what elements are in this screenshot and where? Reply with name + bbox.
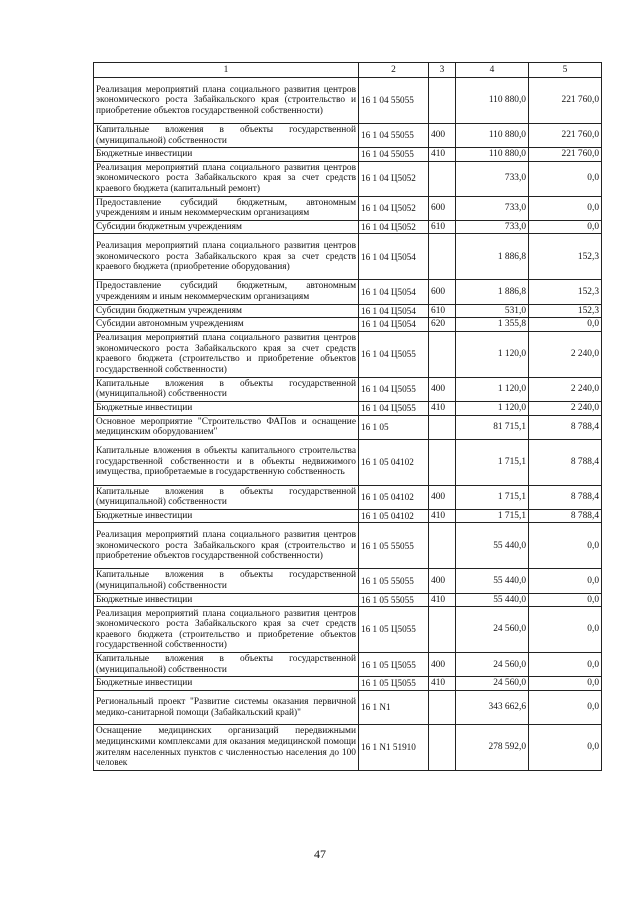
row-value-2019-cell: 278 592,0: [456, 725, 529, 771]
row-code-cell: 16 1 04 Ц5054: [359, 280, 429, 304]
row-value-2019-cell: 1 886,8: [456, 280, 529, 304]
row-value-2019-cell: 531,0: [456, 304, 529, 318]
row-name-cell: Субсидии бюджетным учреждениям: [94, 220, 359, 234]
row-value-2020-cell: 0,0: [529, 725, 602, 771]
row-type-cell: 410: [429, 401, 456, 415]
row-type-cell: 400: [429, 377, 456, 401]
row-code-cell: 16 1 05 04102: [359, 509, 429, 523]
table-row: [94, 523, 602, 569]
row-type-cell: 610: [429, 304, 456, 318]
table-row: [94, 691, 602, 725]
row-type-cell: 410: [429, 593, 456, 607]
row-type-cell: [429, 691, 456, 725]
row-value-2020-cell: 0,0: [529, 569, 602, 593]
row-type-cell: 600: [429, 280, 456, 304]
table-row: [94, 304, 602, 318]
row-name-cell: Бюджетные инвестиции: [94, 148, 359, 162]
table-row: [94, 318, 602, 332]
row-code-cell: 16 1 05 55055: [359, 569, 429, 593]
table-row: [94, 78, 602, 124]
row-type-cell: [429, 523, 456, 569]
row-value-2019-cell: 81 715,1: [456, 415, 529, 439]
row-value-2020-cell: 152,3: [529, 304, 602, 318]
table-row: [94, 124, 602, 148]
row-code-cell: 16 1 04 55055: [359, 78, 429, 124]
row-name-cell: Субсидии автономным учреждениям: [94, 318, 359, 332]
row-value-2020-cell: 8 788,4: [529, 485, 602, 509]
row-value-2019-cell: 110 880,0: [456, 78, 529, 124]
row-name-cell: Предоставление субсидий бюджетным, автономным учреждениям и иным некоммерческим организациям: [94, 280, 359, 304]
table-row: [94, 439, 602, 485]
row-name-cell: Капитальные вложения в объекты капитального строительства государственной собственности и в объекты недвижимого имущества, приобретаемые в государственную собственность: [94, 439, 359, 485]
row-value-2019-cell: 55 440,0: [456, 569, 529, 593]
row-value-2020-cell: 152,3: [529, 280, 602, 304]
table-row: [94, 569, 602, 593]
header-cell: 2: [359, 63, 429, 78]
table-row: [94, 161, 602, 196]
row-code-cell: 16 1 04 Ц5055: [359, 401, 429, 415]
row-type-cell: 620: [429, 318, 456, 332]
row-value-2019-cell: 55 440,0: [456, 593, 529, 607]
row-value-2020-cell: 2 240,0: [529, 401, 602, 415]
row-type-cell: [429, 439, 456, 485]
table-row: [94, 415, 602, 439]
row-value-2020-cell: 0,0: [529, 691, 602, 725]
table-row: [94, 725, 602, 771]
row-type-cell: 400: [429, 569, 456, 593]
row-type-cell: [429, 78, 456, 124]
row-code-cell: 16 1 05 Ц5055: [359, 653, 429, 677]
row-name-cell: Капитальные вложения в объекты государственной (муниципальной) собственности: [94, 653, 359, 677]
row-value-2019-cell: 110 880,0: [456, 124, 529, 148]
table-row: [94, 234, 602, 280]
row-type-cell: [429, 725, 456, 771]
row-code-cell: 16 1 05: [359, 415, 429, 439]
row-name-cell: Капитальные вложения в объекты государственной (муниципальной) собственности: [94, 485, 359, 509]
row-code-cell: 16 1 N1 51910: [359, 725, 429, 771]
table-row: [94, 607, 602, 653]
row-code-cell: 16 1 04 Ц5054: [359, 304, 429, 318]
row-code-cell: 16 1 N1: [359, 691, 429, 725]
row-name-cell: Капитальные вложения в объекты государственной (муниципальной) собственности: [94, 377, 359, 401]
row-name-cell: Реализация мероприятий плана социального развития центров экономического роста Забайкальского края за счет средств краевого бюджета (приобретение оборудования): [94, 234, 359, 280]
table-row: [94, 148, 602, 162]
row-type-cell: 400: [429, 124, 456, 148]
table-row: [94, 593, 602, 607]
row-code-cell: 16 1 05 04102: [359, 439, 429, 485]
row-name-cell: Основное мероприятие "Строительство ФАПов и оснащение медицинским оборудованием": [94, 415, 359, 439]
row-name-cell: Реализация мероприятий плана социального развития центров экономического роста Забайкальского края (строительство и приобретение объектов государственной собственности): [94, 78, 359, 124]
row-value-2019-cell: 24 560,0: [456, 677, 529, 691]
row-value-2019-cell: 733,0: [456, 196, 529, 220]
row-value-2019-cell: 733,0: [456, 220, 529, 234]
row-value-2019-cell: 1 715,1: [456, 509, 529, 523]
row-type-cell: [429, 607, 456, 653]
row-type-cell: 410: [429, 677, 456, 691]
row-value-2019-cell: 1 120,0: [456, 377, 529, 401]
row-type-cell: [429, 415, 456, 439]
row-value-2019-cell: 1 886,8: [456, 234, 529, 280]
row-name-cell: Реализация мероприятий плана социального развития центров экономического роста Забайкальского края за счет средств краевого бюджета (строительство и приобретение объектов государственной собственности): [94, 331, 359, 377]
row-code-cell: 16 1 04 Ц5054: [359, 318, 429, 332]
row-value-2019-cell: 1 715,1: [456, 439, 529, 485]
row-value-2020-cell: 0,0: [529, 653, 602, 677]
row-value-2019-cell: 24 560,0: [456, 653, 529, 677]
row-code-cell: 16 1 04 55055: [359, 148, 429, 162]
row-value-2019-cell: 110 880,0: [456, 148, 529, 162]
row-name-cell: Субсидии бюджетным учреждениям: [94, 304, 359, 318]
row-value-2019-cell: 1 715,1: [456, 485, 529, 509]
table-row: [94, 196, 602, 220]
row-name-cell: Региональный проект "Развитие системы оказания первичной медико-санитарной помощи (Забайкальский край)": [94, 691, 359, 725]
row-name-cell: Бюджетные инвестиции: [94, 509, 359, 523]
row-value-2020-cell: 0,0: [529, 318, 602, 332]
row-code-cell: 16 1 04 Ц5052: [359, 220, 429, 234]
row-value-2019-cell: 1 120,0: [456, 401, 529, 415]
row-type-cell: 410: [429, 148, 456, 162]
row-value-2019-cell: 1 355,8: [456, 318, 529, 332]
row-code-cell: 16 1 04 Ц5055: [359, 331, 429, 377]
row-name-cell: Реализация мероприятий плана социального развития центров экономического роста Забайкальского края за счет средств краевого бюджета (капитальный ремонт): [94, 161, 359, 196]
row-code-cell: 16 1 04 Ц5054: [359, 234, 429, 280]
row-type-cell: [429, 161, 456, 196]
row-name-cell: Капитальные вложения в объекты государственной (муниципальной) собственности: [94, 124, 359, 148]
row-type-cell: [429, 331, 456, 377]
row-type-cell: 400: [429, 653, 456, 677]
row-value-2020-cell: 152,3: [529, 234, 602, 280]
table-row: [94, 653, 602, 677]
row-type-cell: 410: [429, 509, 456, 523]
row-name-cell: Капитальные вложения в объекты государственной (муниципальной) собственности: [94, 569, 359, 593]
table-row: [94, 377, 602, 401]
budget-table-body: [94, 63, 602, 771]
row-code-cell: 16 1 05 Ц5055: [359, 677, 429, 691]
row-value-2020-cell: 8 788,4: [529, 439, 602, 485]
row-value-2020-cell: 0,0: [529, 220, 602, 234]
row-code-cell: 16 1 05 55055: [359, 593, 429, 607]
row-name-cell: Бюджетные инвестиции: [94, 401, 359, 415]
row-value-2020-cell: 221 760,0: [529, 78, 602, 124]
row-value-2020-cell: 2 240,0: [529, 331, 602, 377]
row-value-2020-cell: 221 760,0: [529, 124, 602, 148]
table-row: [94, 509, 602, 523]
header-cell: 4: [456, 63, 529, 78]
row-name-cell: Оснащение медицинских организаций передвижными медицинскими комплексами для оказания медицинской помощи жителям населенных пунктов с численностью населения до 100 человек: [94, 725, 359, 771]
row-code-cell: 16 1 05 Ц5055: [359, 607, 429, 653]
page-number: 47: [314, 847, 326, 861]
row-value-2020-cell: 0,0: [529, 196, 602, 220]
row-value-2019-cell: 1 120,0: [456, 331, 529, 377]
row-code-cell: 16 1 04 55055: [359, 124, 429, 148]
header-cell: 3: [429, 63, 456, 78]
budget-table: [93, 62, 602, 771]
row-value-2020-cell: 0,0: [529, 607, 602, 653]
table-row: [94, 401, 602, 415]
row-value-2020-cell: 221 760,0: [529, 148, 602, 162]
row-value-2020-cell: 0,0: [529, 593, 602, 607]
row-value-2020-cell: 0,0: [529, 677, 602, 691]
row-name-cell: Предоставление субсидий бюджетным, автономным учреждениям и иным некоммерческим организациям: [94, 196, 359, 220]
row-type-cell: 610: [429, 220, 456, 234]
row-type-cell: [429, 234, 456, 280]
row-name-cell: Реализация мероприятий плана социального развития центров экономического роста Забайкальского края (строительство и приобретение объектов государственной собственности): [94, 523, 359, 569]
table-row: [94, 485, 602, 509]
row-name-cell: Реализация мероприятий плана социального развития центров экономического роста Забайкальского края за счет средств краевого бюджета (строительство и приобретение объектов государственной собственности): [94, 607, 359, 653]
row-value-2019-cell: 55 440,0: [456, 523, 529, 569]
header-cell: 1: [94, 63, 359, 78]
table-row: [94, 677, 602, 691]
table-row: [94, 280, 602, 304]
row-value-2020-cell: 8 788,4: [529, 509, 602, 523]
row-code-cell: 16 1 04 Ц5052: [359, 161, 429, 196]
row-name-cell: Бюджетные инвестиции: [94, 593, 359, 607]
row-code-cell: 16 1 05 04102: [359, 485, 429, 509]
row-code-cell: 16 1 04 Ц5052: [359, 196, 429, 220]
table-header-row: [94, 63, 602, 78]
row-value-2020-cell: 8 788,4: [529, 415, 602, 439]
row-value-2020-cell: 0,0: [529, 161, 602, 196]
row-value-2020-cell: 0,0: [529, 523, 602, 569]
table-row: [94, 331, 602, 377]
row-type-cell: 600: [429, 196, 456, 220]
table-row: [94, 220, 602, 234]
row-value-2019-cell: 733,0: [456, 161, 529, 196]
row-code-cell: 16 1 04 Ц5055: [359, 377, 429, 401]
row-type-cell: 400: [429, 485, 456, 509]
row-value-2019-cell: 24 560,0: [456, 607, 529, 653]
row-name-cell: Бюджетные инвестиции: [94, 677, 359, 691]
row-code-cell: 16 1 05 55055: [359, 523, 429, 569]
row-value-2020-cell: 2 240,0: [529, 377, 602, 401]
row-value-2019-cell: 343 662,6: [456, 691, 529, 725]
header-cell: 5: [529, 63, 602, 78]
